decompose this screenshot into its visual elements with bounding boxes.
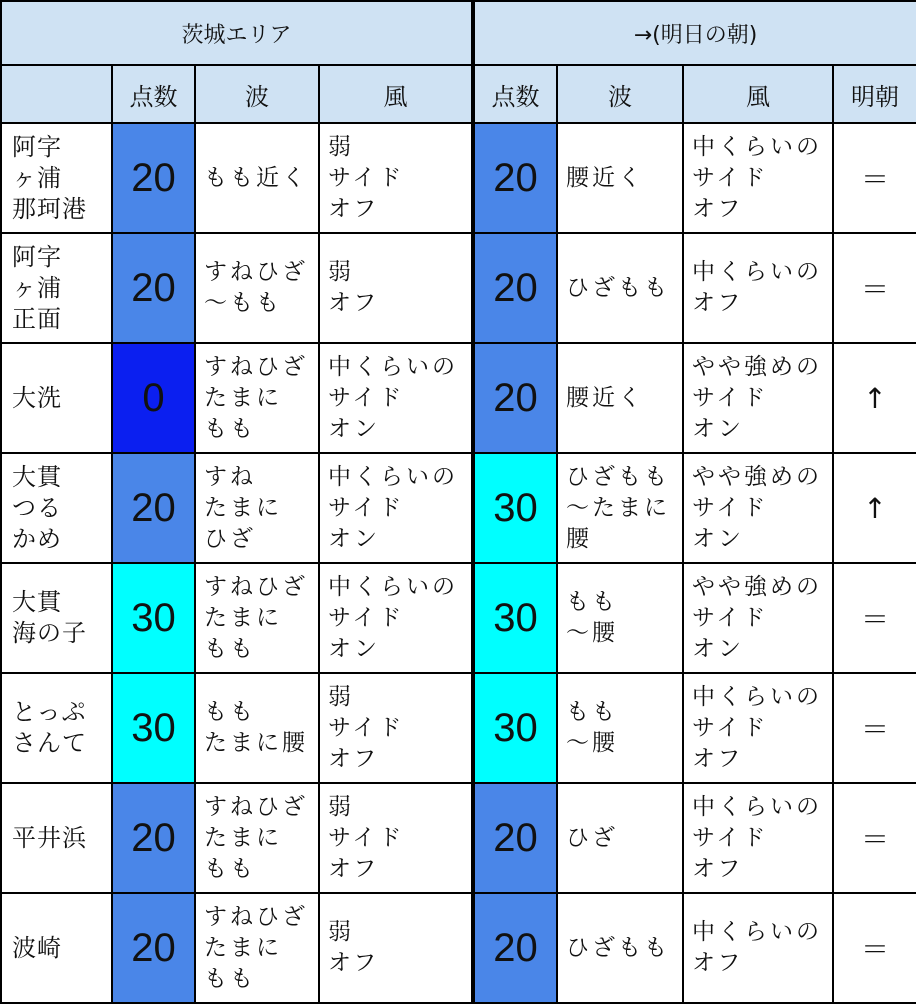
- trend-cell: ＝: [833, 233, 916, 343]
- score-cell: 20: [112, 233, 195, 343]
- spot-name: とっぷ さんて: [1, 673, 112, 783]
- trend-cell: ↑: [833, 343, 916, 453]
- area-title: 茨城エリア: [1, 1, 473, 65]
- wave-cell: もも たまに腰: [195, 673, 319, 783]
- wind-cell: 中くらいの サイド オン: [319, 343, 473, 453]
- wind-tomorrow-cell: やや強めの サイド オン: [683, 563, 833, 673]
- score-cell: 20: [112, 123, 195, 233]
- table-row: [1, 233, 916, 343]
- table-row: [1, 453, 916, 563]
- wave-cell: すね たまに ひざ: [195, 453, 319, 563]
- wave-cell: すねひざ たまに もも: [195, 563, 319, 673]
- score-cell: 30: [112, 673, 195, 783]
- col-header-wave-tomorrow: 波: [557, 65, 683, 123]
- score-cell: 20: [112, 453, 195, 563]
- spot-name: 大貫 つる かめ: [1, 453, 112, 563]
- wind-cell: 中くらいの サイド オン: [319, 563, 473, 673]
- wind-cell: 中くらいの サイド オン: [319, 453, 473, 563]
- wave-tomorrow-cell: ひざもも 〜たまに 腰: [557, 453, 683, 563]
- wind-cell: 弱 サイド オフ: [319, 673, 473, 783]
- score-tomorrow-cell: 20: [473, 123, 557, 233]
- trend-cell: ＝: [833, 673, 916, 783]
- wind-tomorrow-cell: 中くらいの オフ: [683, 233, 833, 343]
- score-tomorrow-cell: 20: [473, 343, 557, 453]
- wind-tomorrow-cell: やや強めの サイド オン: [683, 453, 833, 563]
- wind-cell: 弱 サイド オフ: [319, 783, 473, 893]
- score-cell: 20: [112, 893, 195, 1003]
- table-row: [1, 673, 916, 783]
- trend-cell: ↑: [833, 453, 916, 563]
- score-tomorrow-cell: 30: [473, 673, 557, 783]
- table-row: [1, 123, 916, 233]
- trend-cell: ＝: [833, 123, 916, 233]
- wind-tomorrow-cell: 中くらいの サイド オフ: [683, 123, 833, 233]
- wave-cell: すねひざ 〜もも: [195, 233, 319, 343]
- wave-tomorrow-cell: ひざもも: [557, 233, 683, 343]
- col-header-score: 点数: [112, 65, 195, 123]
- wave-tomorrow-cell: 腰近く: [557, 343, 683, 453]
- wind-tomorrow-cell: やや強めの サイド オン: [683, 343, 833, 453]
- spot-name: 阿字 ヶ浦 正面: [1, 233, 112, 343]
- col-header-trend: 明朝: [833, 65, 916, 123]
- wave-tomorrow-cell: 腰近く: [557, 123, 683, 233]
- wave-cell: もも近く: [195, 123, 319, 233]
- score-cell: 0: [112, 343, 195, 453]
- score-tomorrow-cell: 30: [473, 563, 557, 673]
- score-cell: 30: [112, 563, 195, 673]
- table-row: [1, 893, 916, 1003]
- wind-tomorrow-cell: 中くらいの オフ: [683, 893, 833, 1003]
- score-cell: 20: [112, 783, 195, 893]
- col-header-wave: 波: [195, 65, 319, 123]
- wave-cell: すねひざ たまに もも: [195, 343, 319, 453]
- col-header-score-tomorrow: 点数: [473, 65, 557, 123]
- wave-tomorrow-cell: ひざ: [557, 783, 683, 893]
- wave-tomorrow-cell: もも 〜腰: [557, 563, 683, 673]
- col-header-wind-tomorrow: 風: [683, 65, 833, 123]
- tomorrow-title: →(明日の朝): [473, 1, 916, 65]
- spot-name: 大貫 海の子: [1, 563, 112, 673]
- table-row: [1, 343, 916, 453]
- trend-cell: ＝: [833, 563, 916, 673]
- wind-cell: 弱 オフ: [319, 893, 473, 1003]
- spot-name: 波崎: [1, 893, 112, 1003]
- wind-cell: 弱 オフ: [319, 233, 473, 343]
- wave-cell: すねひざ たまに もも: [195, 783, 319, 893]
- score-tomorrow-cell: 20: [473, 783, 557, 893]
- col-header-spot: [1, 65, 112, 123]
- wave-cell: すねひざ たまに もも: [195, 893, 319, 1003]
- trend-cell: ＝: [833, 893, 916, 1003]
- wind-tomorrow-cell: 中くらいの サイド オフ: [683, 673, 833, 783]
- score-tomorrow-cell: 30: [473, 453, 557, 563]
- header-row-areas: [1, 1, 916, 65]
- table-row: [1, 563, 916, 673]
- trend-cell: ＝: [833, 783, 916, 893]
- wind-tomorrow-cell: 中くらいの サイド オフ: [683, 783, 833, 893]
- wind-cell: 弱 サイド オフ: [319, 123, 473, 233]
- table-row: [1, 783, 916, 893]
- wave-tomorrow-cell: もも 〜腰: [557, 673, 683, 783]
- spot-name: 阿字 ヶ浦 那珂港: [1, 123, 112, 233]
- wave-tomorrow-cell: ひざもも: [557, 893, 683, 1003]
- score-tomorrow-cell: 20: [473, 233, 557, 343]
- header-row-columns: [1, 65, 916, 123]
- score-tomorrow-cell: 20: [473, 893, 557, 1003]
- col-header-wind: 風: [319, 65, 473, 123]
- spot-name: 平井浜: [1, 783, 112, 893]
- spot-name: 大洗: [1, 343, 112, 453]
